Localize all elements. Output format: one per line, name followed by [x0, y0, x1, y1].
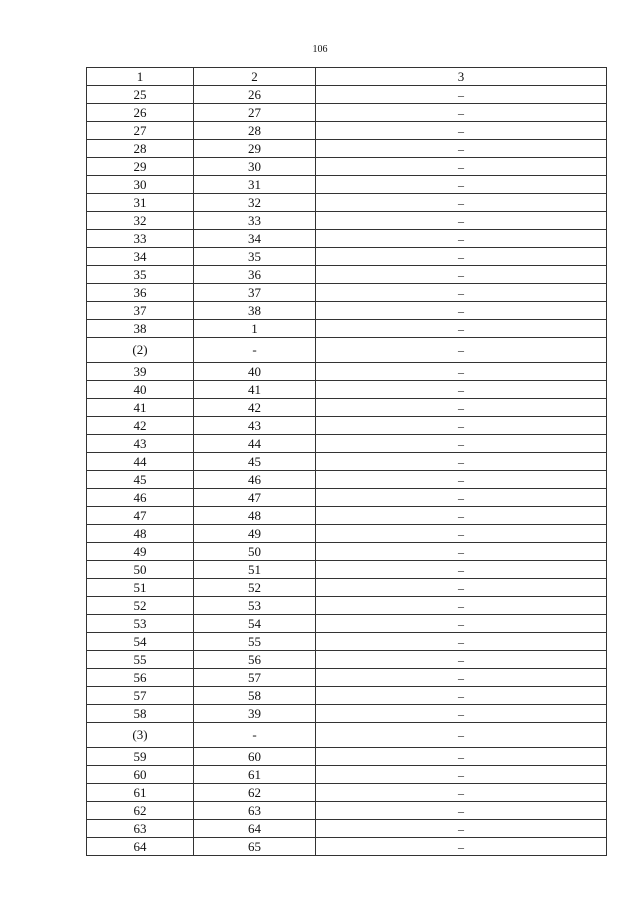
table-cell-col1: 37	[87, 302, 194, 320]
table-cell-col1: 56	[87, 669, 194, 687]
table-cell-col2: 27	[194, 104, 316, 122]
table-cell-col1: 35	[87, 266, 194, 284]
table-row	[87, 838, 607, 856]
table-row	[87, 471, 607, 489]
header-row	[87, 68, 607, 86]
table-cell-col1: 30	[87, 176, 194, 194]
table-cell-col3: –	[316, 784, 607, 802]
table-cell-col1: 48	[87, 525, 194, 543]
table-cell-col2: 62	[194, 784, 316, 802]
table-row	[87, 381, 607, 399]
table-row	[87, 194, 607, 212]
table-cell-col3: –	[316, 525, 607, 543]
table-row	[87, 248, 607, 266]
table-cell-col2: 28	[194, 122, 316, 140]
table-cell-col3: –	[316, 338, 607, 363]
data-table	[86, 67, 607, 856]
table-cell-col1: 44	[87, 453, 194, 471]
table-cell-col1: 63	[87, 820, 194, 838]
table-row	[87, 820, 607, 838]
table-cell-col2: 41	[194, 381, 316, 399]
table-cell-col2: 34	[194, 230, 316, 248]
table-cell-col2: 64	[194, 820, 316, 838]
table-cell-col3: –	[316, 723, 607, 748]
table-cell-col2: 56	[194, 651, 316, 669]
table-row	[87, 669, 607, 687]
table-cell-col2: -	[194, 723, 316, 748]
table-row	[87, 266, 607, 284]
table-row	[87, 176, 607, 194]
table-cell-col2: 37	[194, 284, 316, 302]
table-row	[87, 615, 607, 633]
table-row	[87, 302, 607, 320]
table-cell-col2: 39	[194, 705, 316, 723]
table-cell-col3: –	[316, 766, 607, 784]
table-row	[87, 122, 607, 140]
table-row	[87, 766, 607, 784]
table-row	[87, 104, 607, 122]
table-cell-col2: 31	[194, 176, 316, 194]
table-cell-col1: 25	[87, 86, 194, 104]
table-cell-col1: 31	[87, 194, 194, 212]
table-cell-col1: 36	[87, 284, 194, 302]
table-cell-col3: –	[316, 302, 607, 320]
table-row	[87, 417, 607, 435]
table-cell-col2: 50	[194, 543, 316, 561]
table-row	[87, 579, 607, 597]
table-cell-col3: –	[316, 669, 607, 687]
table-cell-col1: 29	[87, 158, 194, 176]
table-row	[87, 561, 607, 579]
table-row	[87, 320, 607, 338]
table-cell-col3: –	[316, 453, 607, 471]
table-cell-col2: 54	[194, 615, 316, 633]
table-cell-col2: 44	[194, 435, 316, 453]
table-cell-col2: 49	[194, 525, 316, 543]
table-cell-col3: –	[316, 687, 607, 705]
table-row	[87, 723, 607, 748]
table-cell-col3: –	[316, 802, 607, 820]
table-cell-col3: –	[316, 820, 607, 838]
header-cell-2: 2	[194, 68, 316, 86]
table-cell-col3: –	[316, 435, 607, 453]
table-cell-col2: 43	[194, 417, 316, 435]
table-cell-col2: 48	[194, 507, 316, 525]
table-row	[87, 802, 607, 820]
table-cell-col3: –	[316, 86, 607, 104]
table-cell-col2: -	[194, 338, 316, 363]
table-cell-col2: 35	[194, 248, 316, 266]
table-cell-col2: 57	[194, 669, 316, 687]
table-cell-col2: 58	[194, 687, 316, 705]
table-cell-col1: 55	[87, 651, 194, 669]
table-cell-col1: 42	[87, 417, 194, 435]
table-cell-col1: 45	[87, 471, 194, 489]
table-cell-col1: 26	[87, 104, 194, 122]
header-cell-1: 1	[87, 68, 194, 86]
table-cell-col3: –	[316, 507, 607, 525]
table-row	[87, 399, 607, 417]
table-cell-col3: –	[316, 633, 607, 651]
table-cell-col3: –	[316, 561, 607, 579]
table-cell-col3: –	[316, 266, 607, 284]
table-row	[87, 158, 607, 176]
table-cell-col1: 60	[87, 766, 194, 784]
table-cell-col1: 57	[87, 687, 194, 705]
table-cell-col3: –	[316, 104, 607, 122]
table-row	[87, 363, 607, 381]
table-cell-col1: 39	[87, 363, 194, 381]
table-cell-col3: –	[316, 194, 607, 212]
table-cell-col3: –	[316, 284, 607, 302]
table-cell-col1: 27	[87, 122, 194, 140]
table-row	[87, 543, 607, 561]
table-cell-col1: 40	[87, 381, 194, 399]
table-row	[87, 284, 607, 302]
table-cell-col1: 34	[87, 248, 194, 266]
table-cell-col2: 47	[194, 489, 316, 507]
table-row	[87, 748, 607, 766]
table-cell-col1: 52	[87, 597, 194, 615]
table-cell-col1: 38	[87, 320, 194, 338]
table-cell-col1: 49	[87, 543, 194, 561]
table-cell-col1: 51	[87, 579, 194, 597]
table-cell-col2: 60	[194, 748, 316, 766]
table-cell-col2: 65	[194, 838, 316, 856]
table-row	[87, 212, 607, 230]
table-row	[87, 453, 607, 471]
table-row	[87, 633, 607, 651]
table-cell-col3: –	[316, 471, 607, 489]
table-row	[87, 705, 607, 723]
table-cell-col2: 46	[194, 471, 316, 489]
table-cell-col2: 45	[194, 453, 316, 471]
table-cell-col3: –	[316, 597, 607, 615]
table-cell-col2: 51	[194, 561, 316, 579]
table-cell-col3: –	[316, 230, 607, 248]
table-row	[87, 489, 607, 507]
table-cell-col1: 62	[87, 802, 194, 820]
table-cell-col1: 43	[87, 435, 194, 453]
table-cell-col3: –	[316, 838, 607, 856]
table-cell-col3: –	[316, 248, 607, 266]
table-row	[87, 687, 607, 705]
table-cell-col1: 61	[87, 784, 194, 802]
table-cell-col3: –	[316, 399, 607, 417]
table-cell-col2: 42	[194, 399, 316, 417]
table-cell-col1: 47	[87, 507, 194, 525]
table-cell-col1: 54	[87, 633, 194, 651]
table-cell-col2: 52	[194, 579, 316, 597]
table-cell-col2: 26	[194, 86, 316, 104]
table-cell-col1: 64	[87, 838, 194, 856]
table-cell-col3: –	[316, 212, 607, 230]
table-cell-col3: –	[316, 615, 607, 633]
table-row	[87, 435, 607, 453]
table-cell-col2: 32	[194, 194, 316, 212]
table-cell-col1: 58	[87, 705, 194, 723]
table-cell-col2: 53	[194, 597, 316, 615]
table-cell-col3: –	[316, 543, 607, 561]
table-cell-col3: –	[316, 417, 607, 435]
table-cell-col3: –	[316, 381, 607, 399]
table-row	[87, 230, 607, 248]
table-cell-col1: 32	[87, 212, 194, 230]
table-cell-col1: 46	[87, 489, 194, 507]
table-row	[87, 525, 607, 543]
table-cell-col3: –	[316, 122, 607, 140]
table-cell-col2: 30	[194, 158, 316, 176]
table-row	[87, 784, 607, 802]
table-cell-col2: 63	[194, 802, 316, 820]
table-row	[87, 338, 607, 363]
table-cell-col2: 29	[194, 140, 316, 158]
table-cell-col3: –	[316, 176, 607, 194]
page-number: 106	[312, 44, 328, 55]
table-cell-col3: –	[316, 489, 607, 507]
table-row	[87, 651, 607, 669]
table-row	[87, 140, 607, 158]
table-cell-col3: –	[316, 651, 607, 669]
table-cell-col3: –	[316, 705, 607, 723]
table-cell-col2: 40	[194, 363, 316, 381]
table-row	[87, 597, 607, 615]
table-cell-col3: –	[316, 320, 607, 338]
table-cell-col1: 33	[87, 230, 194, 248]
table-cell-col2: 61	[194, 766, 316, 784]
table-cell-col1: 59	[87, 748, 194, 766]
table-cell-col1: 28	[87, 140, 194, 158]
table-cell-col1: (2)	[87, 338, 194, 363]
table-cell-col1: (3)	[87, 723, 194, 748]
table-cell-col3: –	[316, 158, 607, 176]
table-cell-col1: 41	[87, 399, 194, 417]
table-cell-col2: 38	[194, 302, 316, 320]
table-cell-col2: 55	[194, 633, 316, 651]
header-cell-3: 3	[316, 68, 607, 86]
table-cell-col1: 53	[87, 615, 194, 633]
table-cell-col2: 36	[194, 266, 316, 284]
table-row	[87, 86, 607, 104]
table-row	[87, 507, 607, 525]
table-cell-col1: 50	[87, 561, 194, 579]
table-cell-col2: 1	[194, 320, 316, 338]
table-cell-col3: –	[316, 748, 607, 766]
table-cell-col2: 33	[194, 212, 316, 230]
table-cell-col3: –	[316, 140, 607, 158]
table-cell-col3: –	[316, 363, 607, 381]
table-cell-col3: –	[316, 579, 607, 597]
